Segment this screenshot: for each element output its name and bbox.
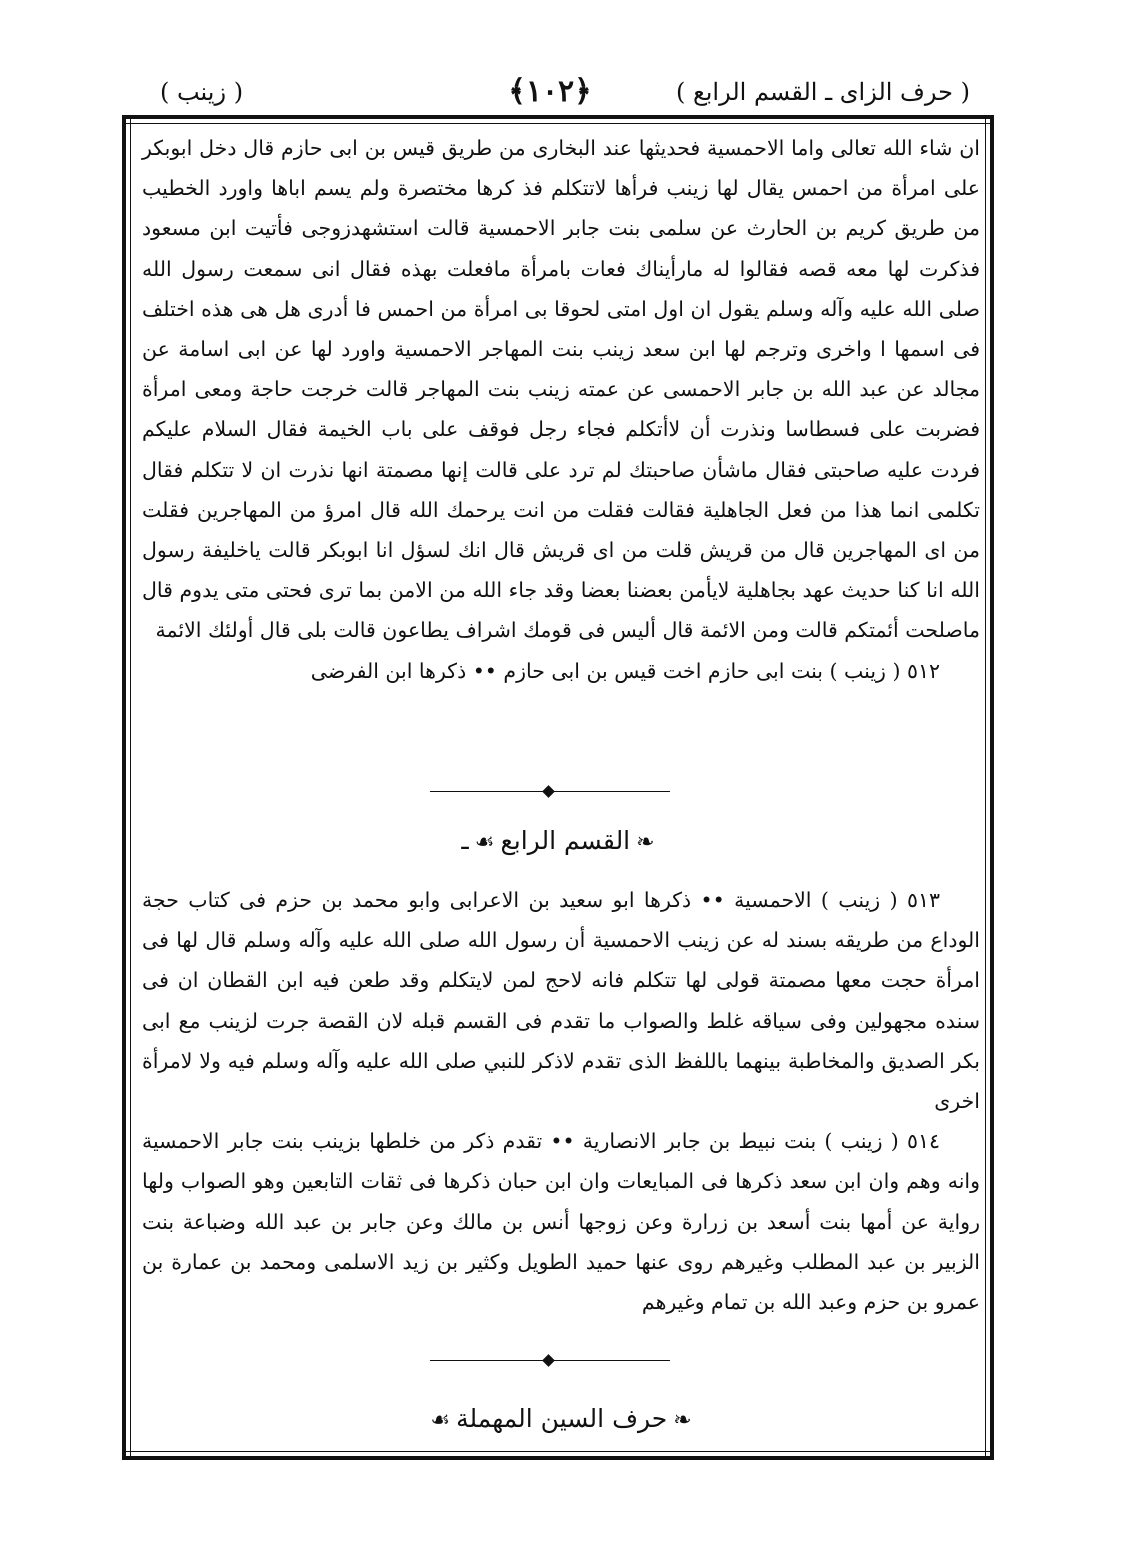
divider-1 bbox=[430, 787, 670, 797]
ornament-right-icon: ❧ bbox=[673, 1408, 692, 1433]
page-number: ﴿١٠٢﴾ bbox=[508, 74, 592, 109]
entry-514: ٥١٤ ( زينب ) بنت نبيط بن جابر الانصارية •• تقدم ذكر من خلطها بزينب بنت جابر الاحمسية وانه وهم وان ابن سعد ذكرها فى المبايعات وان ابن حبان ذكرها فى ثقات التابعين وهو الصواب ولها رواية عن أمها بنت أسعد بن زرارة وعن زوجها أنس بن مالك وعن جابر بن عبد الله وضباعة بنت الزبير بن عبد المطلب وغيرهم روى عنها حميد الطويل وكثير بن زيد الاسلمى ومحمد بن عمارة بن عمرو بن حزم وعبد الله بن تمام وغيرهم bbox=[142, 1129, 980, 1315]
section-ornament-dash: ـ bbox=[461, 826, 469, 855]
header-section-label: ( حرف الزاى ـ القسم الرابع ) bbox=[675, 78, 970, 106]
section-title: القسم الرابع bbox=[500, 826, 631, 855]
ornament-right-icon: ❧ bbox=[636, 830, 655, 855]
ornament-left-icon: ☙ bbox=[430, 1408, 451, 1433]
section-heading bbox=[142, 826, 980, 855]
paragraph-continuation: ان شاء الله تعالى واما الاحمسية فحديثها عند البخارى من طريق قيس بن ابى حازم قال دخل ابوبكر على امرأة من احمس يقال لها زينب فرأها لاتتكلم فذ كرها مختصرة ولم يسم اباها واورد الخطيب من طريق كريم بن الحارث عن سلمى بنت جابر الاحمسية قالت استشهدزوجى فأتيت ابن مسعود فذكرت لها معه قصه فقالوا له مارأيناك فعات بامرأة مافعلت بهذه فقال انى سمعت رسول الله صلى الله عليه وآله وسلم يقول ان اول امتى لحوقا بى امرأة من احمس فا أدرى هل هى هذه اختلف فى اسمها ا واخرى وترجم لها ابن سعد زينب بنت المهاجر الاحمسية واورد لها عن ابى اسامة عن مجالد عن عبد الله بن جابر الاحمسى عن عمته زينب بنت المهاجر قالت خرجت حاجة ومعى امرأة فضربت على فسطاسا ونذرت أن لاأتكلم فجاء رجل فوقف على باب الخيمة فقال السلام عليكم فردت عليه صاحبتى فقال ماشأن صاحبتك لم ترد على قالت إنها مصمتة انها نذرت ان لا تتكلم فقال تكلمى انما هذا من فعل الجاهلية فقالت فقلت من انت يرحمك الله قال امرؤ من المهاجرين فقلت من اى المهاجرين قال من قريش قلت من اى قريش قال انك لسؤل انا ابوبكر قالت ياخليفة رسول الله انا كنا حديث عهد بجاهلية لايأمن بعضنا بعضا وقد جاء الله من الامن بما ترى فحتى متى يدوم قال ماصلحت أئمتكم قالت ومن الائمة قال أليس فى قومك اشراف يطاعون قالت بلى قال أولئك الائمة bbox=[142, 136, 980, 643]
footer-heading-text: حرف السين المهملة bbox=[456, 1404, 668, 1433]
main-text-lower bbox=[142, 880, 980, 1322]
running-header bbox=[150, 74, 970, 118]
main-text-upper bbox=[142, 128, 980, 691]
divider-2 bbox=[430, 1356, 670, 1366]
entry-512: ٥١٢ ( زينب ) بنت ابى حازم اخت قيس بن ابى حازم •• ذكرها ابن الفرضى bbox=[310, 658, 940, 683]
footer-heading bbox=[142, 1404, 980, 1433]
header-entry-label: ( زينب ) bbox=[160, 78, 244, 106]
ornament-left-icon: ☙ bbox=[474, 830, 495, 855]
entry-513: ٥١٣ ( زينب ) الاحمسية •• ذكرها ابو سعيد بن الاعرابى وابو محمد بن حزم فى كتاب حجة الوداع من طريقه بسند له عن زينب الاحمسية أن رسول الله صلى الله عليه وآله وسلم قال لها فى امرأة حجت معها مصمتة قولى لها تتكلم فانه لاحج لمن لايتكلم وقد طعن فيه ابن القطان ان فى سنده مجهولين وفى سياقه غلط والصواب ما تقدم فى القسم قبله لان القصة جرت لزينب مع ابى بكر الصديق والمخاطبة بينهما باللفظ الذى تقدم لاذكر للنبي صلى الله عليه وآله وسلم فيه ولا لامرأة اخرى bbox=[142, 888, 980, 1114]
